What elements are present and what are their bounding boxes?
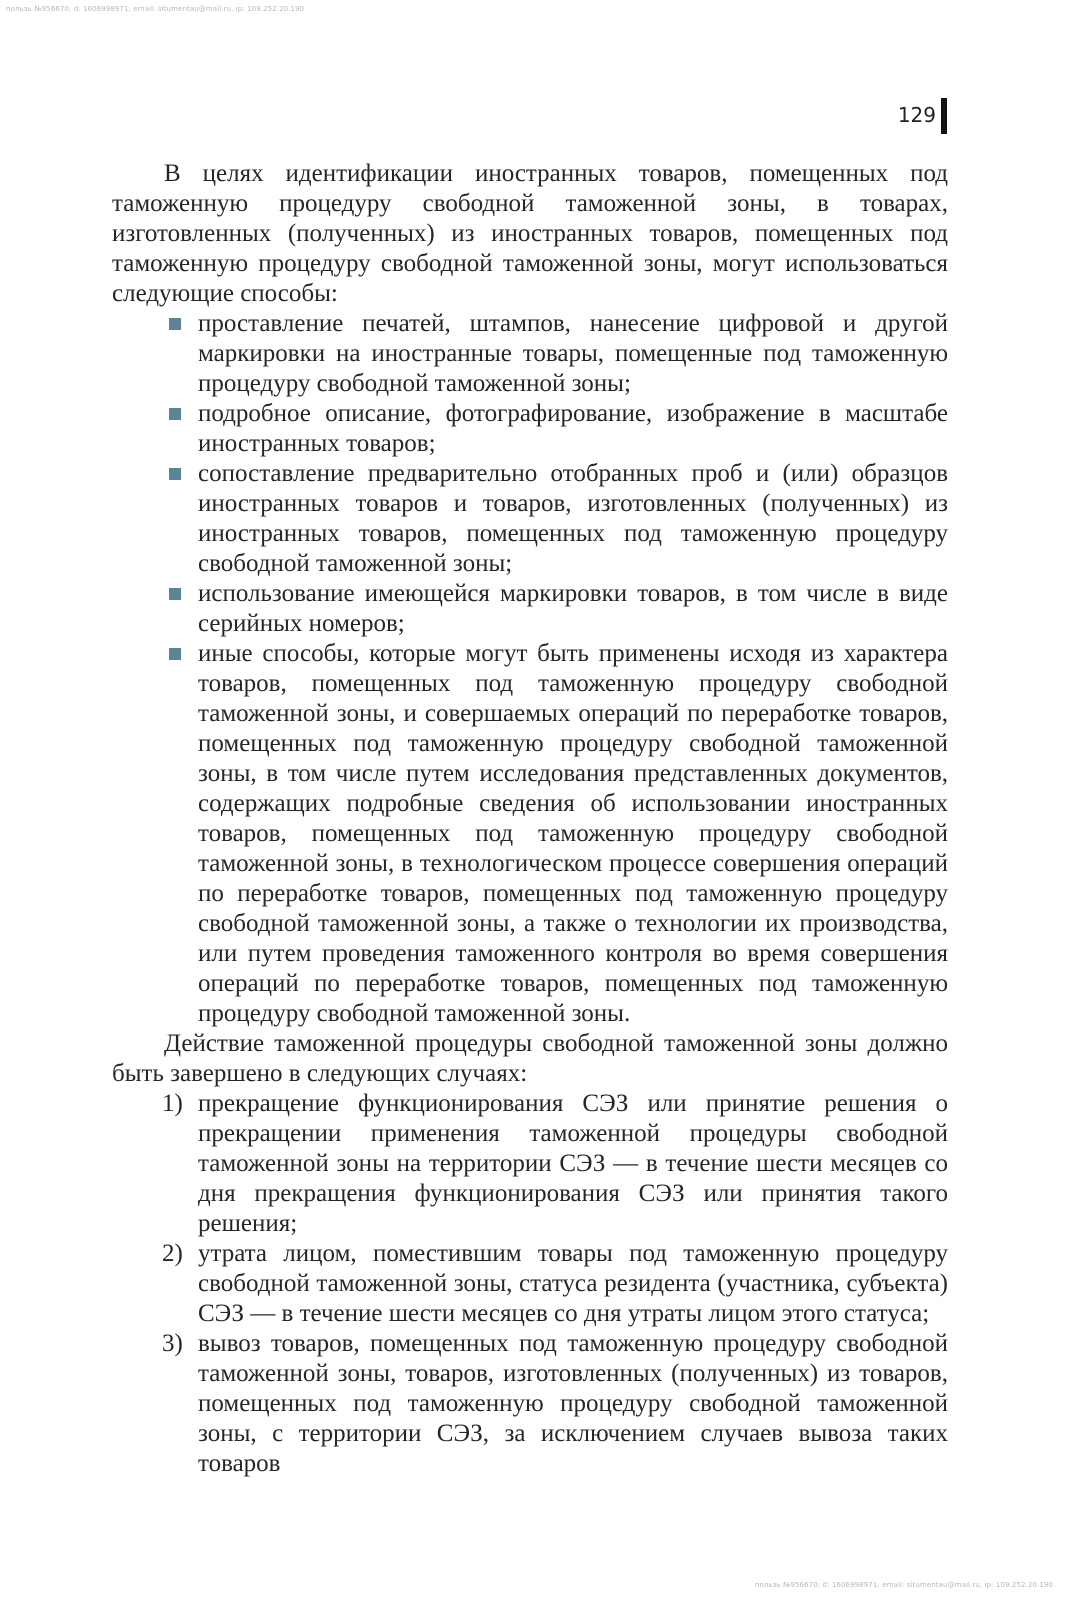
list-item [112, 459, 948, 579]
bullet-list [112, 309, 948, 1029]
list-item-text: иные способы, которые могут быть применены исходя из характера товаров, помещенных под таможенную процедуру свободной таможенной зоны, и совершаемых операций по переработке товаров, помещенных под таможенную процедуру свободной таможенной зоны, в том числе путем исследования представленных документов, содержащих подробные сведения об использовании иностранных товаров, помещенных под таможенную процедуру свободной таможенной зоны, в технологическом процессе совершения операций по переработке товаров, помещенных под таможенную процедуру свободной таможенной зоны, а также о технологии их производства, или путем проведения таможенного контроля во время совершения операций по переработке товаров, помещенных под таможенную процедуру свободной таможенной зоны. [198, 640, 948, 1027]
list-item [112, 579, 948, 639]
page-number: 129 [897, 103, 936, 127]
list-item-text: подробное описание, фотографирование, изображение в масштабе иностранных товаров; [198, 400, 948, 457]
numbered-item [112, 1239, 948, 1329]
square-bullet-icon [169, 408, 181, 420]
numbered-item [112, 1329, 948, 1479]
square-bullet-icon [169, 468, 181, 480]
second-paragraph: Действие таможенной процедуры свободной таможенной зоны должно быть завершено в следующих случаях: [112, 1030, 948, 1087]
list-item-text: проставление печатей, штампов, нанесение цифровой и другой маркировки на иностранные товары, помещенные под таможенную процедуру свободной таможенной зоны; [198, 310, 948, 397]
page-number-bar [941, 98, 947, 134]
item-number: 2) [162, 1240, 183, 1267]
watermark-bottom: пользь №956670; d: 1606998971; email: situmentau@mail.ru, ip: 109.252.20.190 [754, 1581, 1053, 1589]
item-number: 1) [162, 1090, 183, 1117]
item-number: 3) [162, 1330, 183, 1357]
square-bullet-icon [169, 318, 181, 330]
list-item-text: использование имеющейся маркировки товаров, в том числе в виде серийных номеров; [198, 580, 948, 637]
intro-paragraph: В целях идентификации иностранных товаров, помещенных под таможенную процедуру свободной таможенной зоны, в товарах, изготовленных (полученных) из иностранных товаров, помещенных под таможенную процедуру свободной таможенной зоны, могут использоваться следующие способы: [112, 160, 948, 307]
numbered-item-text: прекращение функционирования СЭЗ или принятие решения о прекращении применения таможенной процедуры свободной таможенной зоны на территории СЭЗ — в течение шести месяцев со дня прекращения функционирования СЭЗ или принятия такого решения; [198, 1090, 948, 1237]
watermark-top: пользь №956670; d: 1606998971; email: situmentau@mail.ru, ip: 109.252.20.190 [6, 5, 305, 13]
numbered-item [112, 1089, 948, 1239]
list-item-text: сопоставление предварительно отобранных проб и (или) образцов иностранных товаров и товаров, изготовленных (полученных) из иностранных товаров, помещенных под таможенную процедуру свободной таможенной зоны; [198, 460, 948, 577]
page-content [112, 159, 948, 1479]
list-item [112, 399, 948, 459]
list-item [112, 639, 948, 1029]
numbered-list [112, 1089, 948, 1479]
square-bullet-icon [169, 588, 181, 600]
square-bullet-icon [169, 648, 181, 660]
numbered-item-text: вывоз товаров, помещенных под таможенную процедуру свободной таможенной зоны, товаров, изготовленных (полученных) из товаров, помещенных под таможенную процедуру свободной таможенной зоны, с территории СЭЗ, за исключением случаев вывоза таких товаров [198, 1330, 948, 1477]
list-item [112, 309, 948, 399]
numbered-item-text: утрата лицом, поместившим товары под таможенную процедуру свободной таможенной зоны, статуса резидента (участника, субъекта) СЭЗ — в течение шести месяцев со дня утраты лицом этого статуса; [198, 1240, 948, 1327]
